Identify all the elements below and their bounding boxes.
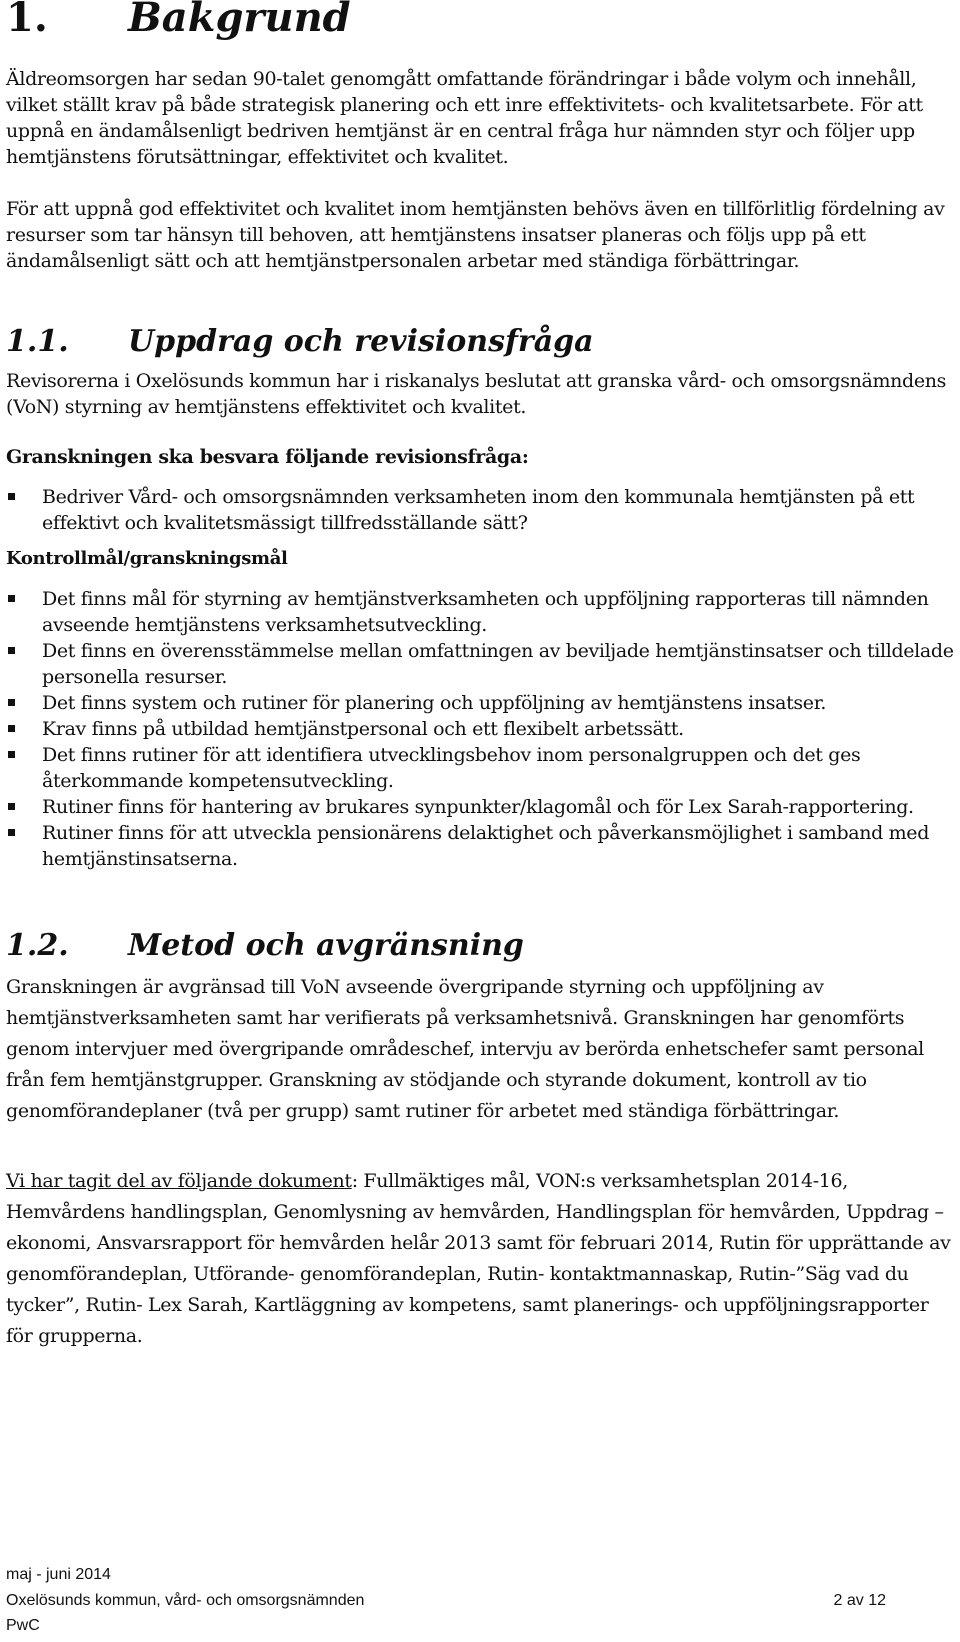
section-1-2-title: Metod och avgränsning: [128, 928, 524, 963]
footer-page-number: 2 av 12: [833, 1592, 886, 1609]
background-paragraph-2: För att uppnå god effektivitet och kvalitet inom hemtjänsten behövs även en tillförlitlig fördelning av resurser som tar hänsyn till behoven, att hemtjänstens insatser planeras och följs upp på ett ändamålsenligt sätt och att hemtjänstpersonalen arbetar med ständiga förbättringar.: [6, 198, 945, 272]
list-item: Det finns mål för styrning av hemtjänstverksamheten och uppföljning rapporteras till nämnden avseende hemtjänstens verksamhetsutveckling.: [6, 586, 954, 638]
section-1-number: 1.: [6, 0, 48, 41]
section-1-1-number: 1.1.: [6, 324, 69, 359]
assignment-paragraph: Revisorerna i Oxelösunds kommun har i riskanalys beslutat att granska vård- och omsorgsnämndens (VoN) styrning av hemtjänstens effektivitet och kvalitet.: [6, 370, 947, 418]
section-1-1-heading: [6, 324, 594, 360]
control-goals-list: [6, 586, 954, 872]
documents-paragraph: [6, 1166, 954, 1352]
footer-company: PwC: [6, 1617, 40, 1634]
section-1-title: Bakgrund: [128, 0, 351, 41]
control-goals-heading: Kontrollmål/granskningsmål: [6, 548, 288, 569]
list-item: Krav finns på utbildad hemtjänstpersonal och ett flexibelt arbetssätt.: [6, 716, 954, 742]
list-item: Det finns rutiner för att identifiera utvecklingsbehov inom personalgruppen och det ges återkommande kompetensutveckling.: [6, 742, 954, 794]
background-paragraph-1: Äldreomsorgen har sedan 90-talet genomgått omfattande förändringar i både volym och innehåll, vilket ställt krav på både strategisk planering och ett inre effektivitets- och kvalitetsarbete. För att uppnå en ändamålsenligt bedriven hemtjänst är en central fråga hur nämnden styr och följer upp hemtjänstens förutsättningar, effektivitet och kvalitet.: [6, 68, 923, 168]
method-paragraph: Granskningen är avgränsad till VoN avseende övergripande styrning och uppföljning av hemtjänstverksamheten samt har verifierats på verksamhetsnivå. Granskningen har genomförts genom intervjuer med övergripande områdeschef, intervju av berörda enhetschefer samt personal från fem hemtjänstgrupper. Granskning av stödjande och styrande dokument, kontroll av tio genomförandeplaner (två per grupp) samt rutiner för arbetet med ständiga förbättringar.: [6, 976, 924, 1122]
revision-question-heading: Granskningen ska besvara följande revisionsfråga:: [6, 446, 529, 468]
section-1-2-heading: [6, 928, 524, 964]
section-1-1-title: Uppdrag och revisionsfråga: [128, 324, 594, 359]
footer-organization: Oxelösunds kommun, vård- och omsorgsnämnden: [6, 1592, 365, 1609]
revision-question-list: [6, 484, 954, 536]
footer-date: maj - juni 2014: [6, 1566, 111, 1583]
list-item: Det finns system och rutiner för planering och uppföljning av hemtjänstens insatser.: [6, 690, 954, 716]
list-item: Rutiner finns för hantering av brukares synpunkter/klagomål och för Lex Sarah-rapportering.: [6, 794, 954, 820]
documents-label: Vi har tagit del av följande dokument: [6, 1170, 352, 1192]
footer-org-row: [6, 1592, 936, 1610]
documents-list-text: : Fullmäktiges mål, VON:s verksamhetsplan 2014-16, Hemvårdens handlingsplan, Genomlysning av hemvården, Handlingsplan för hemvården, Uppdrag – ekonomi, Ansvarsrapport för hemvården helår 2013 samt för februari 2014, Rutin för upprättande av genomförandeplan, Utförande- genomförandeplan, Rutin- kontaktmannaskap, Rutin-”Säg vad du tycker”, Rutin- Lex Sarah, Kartläggning av kompetens, samt planerings- och uppföljningsrapporter för grupperna.: [6, 1170, 951, 1347]
list-item: Rutiner finns för att utveckla pensionärens delaktighet och påverkansmöjlighet i samband med hemtjänstinsatserna.: [6, 820, 954, 872]
section-1-heading: [6, 0, 351, 42]
list-item: Det finns en överensstämmelse mellan omfattningen av beviljade hemtjänstinsatser och tilldelade personella resurser.: [6, 638, 954, 690]
list-item: Bedriver Vård- och omsorgsnämnden verksamheten inom den kommunala hemtjänsten på ett effektivt och kvalitetsmässigt tillfredsställande sätt?: [6, 484, 954, 536]
section-1-2-number: 1.2.: [6, 928, 69, 963]
